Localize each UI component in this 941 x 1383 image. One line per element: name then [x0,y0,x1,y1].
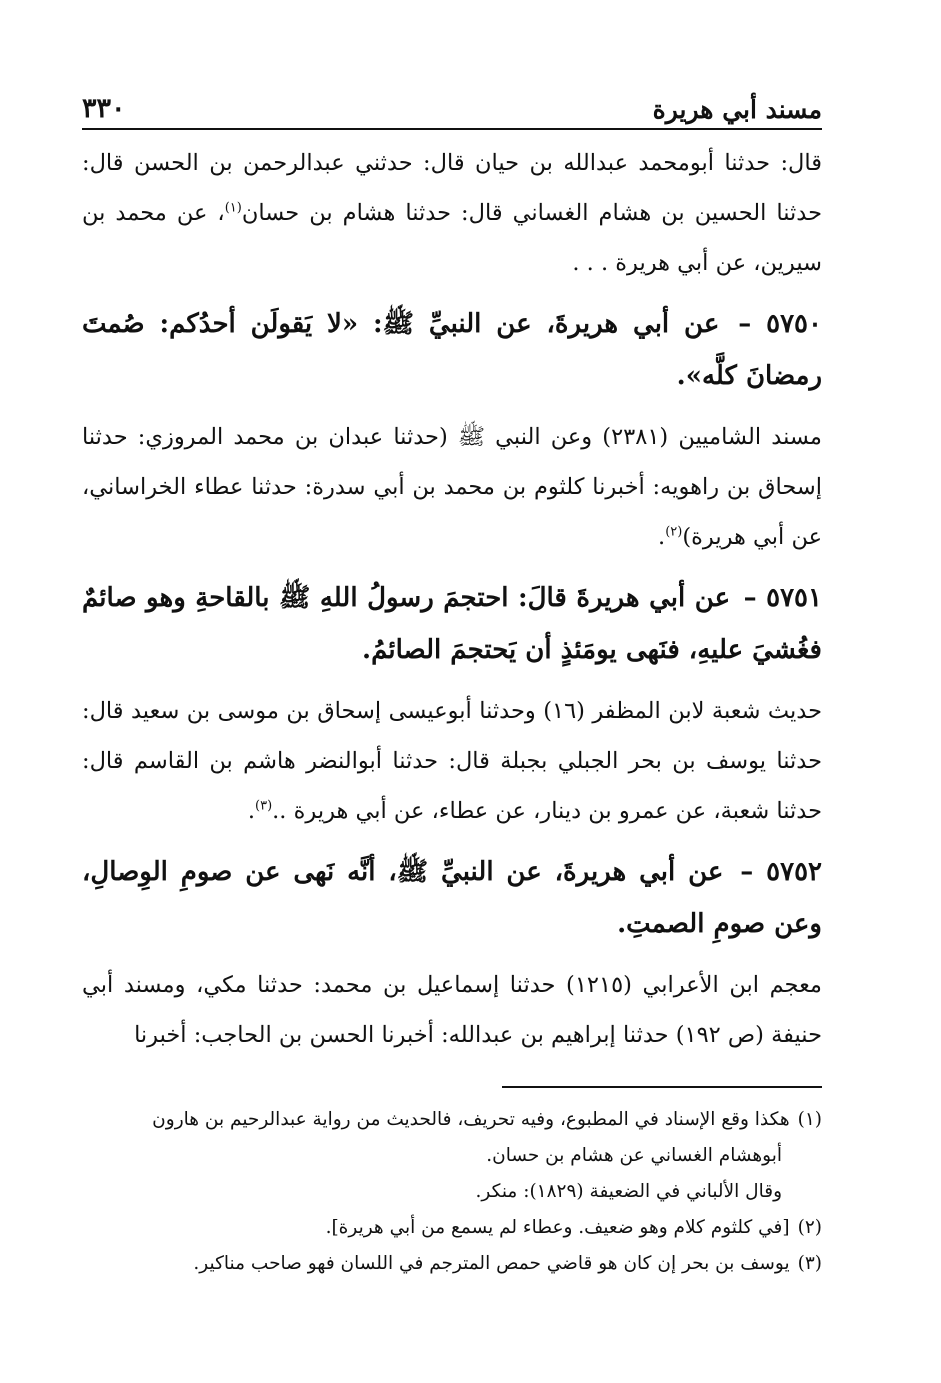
hadith-5750 [82,298,822,402]
running-title: مسند أبي هريرة [652,95,822,124]
footnote-2 [82,1210,822,1246]
footnote-3 [82,1246,822,1282]
page-header [82,78,822,130]
page-number: ٣٣٠ [82,93,126,124]
hadith-text: عن أبي هريرةَ قالَ: احتجمَ رسولُ اللهِ ﷺ بالقاحةِ وهو صائمٌ فغُشيَ عليهِ، فنَهى يومَئذٍ أن يَحتجمَ الصائمُ. [82,583,822,665]
footnotes [82,1102,822,1282]
book-page [82,78,822,1282]
source-paragraph-5751 [82,686,822,836]
footnote-text: يوسف بن بحر إن كان هو قاضي حمص المترجم في اللسان فهو صاحب مناكير. [193,1253,790,1274]
footnote-1-addendum: وقال الألباني في الضعيفة (١٨٢٩): منكر. [475,1181,782,1202]
footnote-text: [في كلثوم كلام وهو ضعيف. وعطاء لم يسمع من أبي هريرة]. [325,1217,790,1238]
text-span: . [658,524,666,550]
hadith-5752 [82,846,822,950]
hadith-number: ٥٧٥١ – [743,583,822,613]
hadith-text: عن أبي هريرةَ، عن النبيِّ ﷺ: «لا يَقولَن أحدُكم: صُمتَ رمضانَ كلَّه». [82,309,822,391]
text-span: مسند الشاميين (٢٣٨١) وعن النبي ﷺ (حدثنا عبدان بن محمد المروزي: حدثنا إسحاق بن راهويه: أخبرنا كلثوم بن محمد بن أبي سدرة: حدثنا عطاء الخراساني، عن أبي هريرة) [82,424,822,550]
hadith-number: ٥٧٥٠ – [738,309,822,339]
footnote-1-continuation: أبوهشام الغساني عن هشام بن حسان. [486,1145,782,1166]
text-span: . [247,798,256,824]
page-body [82,138,822,1060]
text-span: قال: حدثنا أبومحمد عبدالله بن حيان قال: حدثني عبدالرحمن بن الحسن قال: حدثنا الحسين بن هشام الغساني قال: حدثنا هشام بن حسان [82,150,822,226]
isnad-paragraph-1 [82,138,822,288]
hadith-text: عن أبي هريرةَ، عن النبيِّ ﷺ، أنَّه نَهى عن صومِ الوِصالِ، وعن صومِ الصمتِ. [82,857,822,939]
footnote-1 [82,1102,822,1138]
footnote-ref-2: (٢) [665,524,683,540]
footnote-text: هكذا وقع الإسناد في المطبوع، وفيه تحريف، فالحديث من رواية عبدالرحيم بن هارون [152,1109,790,1130]
source-paragraph-5752: معجم ابن الأعرابي (١٢١٥) حدثنا إسماعيل بن محمد: حدثنا مكي، ومسند أبي حنيفة (ص ١٩٢) حدثنا إبراهيم بن عبدالله: أخبرنا الحسن بن الحاجب: أخبرنا [82,972,822,1048]
footnote-mark: (٢) [797,1217,822,1238]
footnote-ref-1: (١) [224,200,242,216]
text-span: ، عن محمد بن سيرين، عن أبي هريرة . . . [82,200,822,276]
footnote-mark: (١) [797,1109,822,1130]
source-paragraph-5750 [82,412,822,562]
footnote-ref-3: (٣) [255,798,273,814]
footnote-mark: (٣) [797,1253,822,1274]
footnote-divider [502,1086,822,1088]
hadith-5751 [82,572,822,676]
text-span: حديث شعبة لابن المظفر (١٦) وحدثنا أبوعيسى إسحاق بن موسى بن سعيد قال: حدثنا يوسف بن بحر الجبلي بجبلة قال: حدثنا أبوالنضر هاشم بن القاسم قال: حدثنا شعبة، عن عمرو بن دينار، عن عطاء، عن أبي هريرة .. [82,698,822,824]
hadith-number: ٥٧٥٢ – [740,857,823,887]
